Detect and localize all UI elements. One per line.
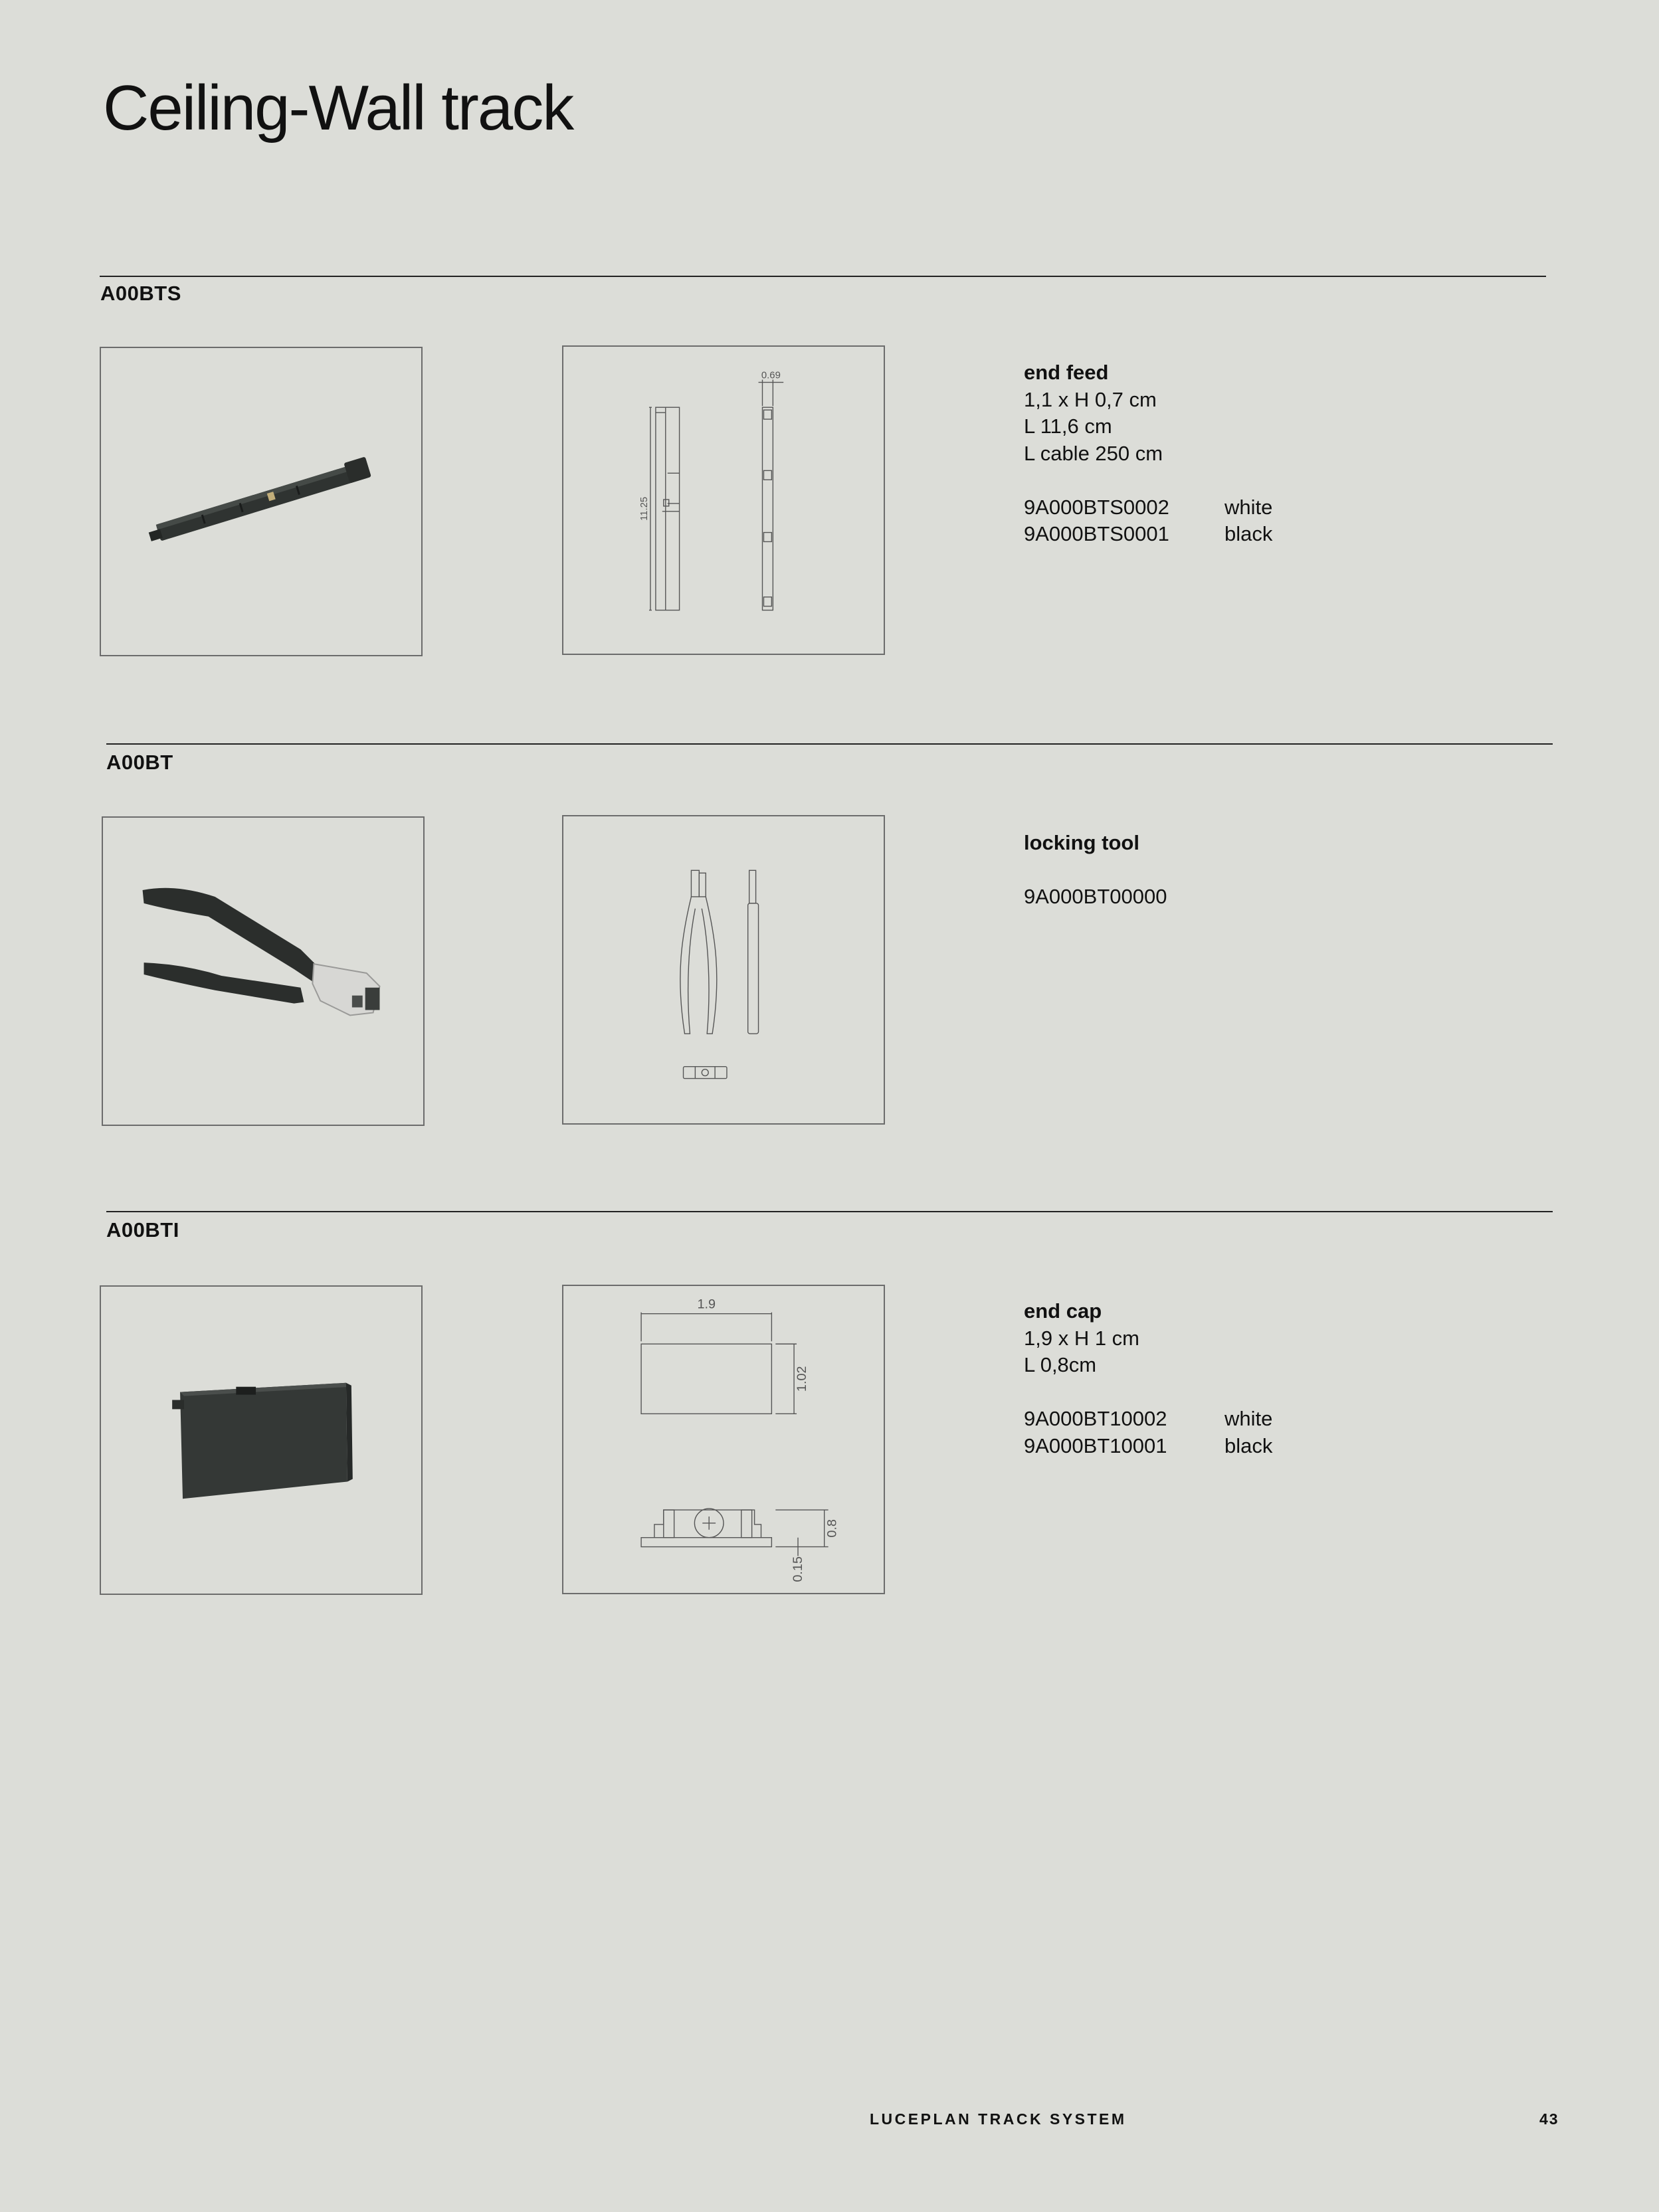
product-spec: L 11,6 cm xyxy=(1024,415,1112,438)
variant-sku: 9A000BT10002 xyxy=(1024,1407,1167,1430)
variant-row xyxy=(1024,1406,1272,1433)
product-spec: 1,1 x H 0,7 cm xyxy=(1024,387,1157,411)
dimension-label: 1.02 xyxy=(794,1366,809,1392)
section-divider xyxy=(106,1211,1553,1212)
variant-row xyxy=(1024,1433,1272,1460)
dimension-label: 1.9 xyxy=(697,1297,716,1312)
pliers-drawing-icon xyxy=(563,816,884,1123)
variant-sku: 9A000BT00000 xyxy=(1024,885,1167,908)
variant-sku: 9A000BTS0002 xyxy=(1024,495,1169,519)
variant-row xyxy=(1024,521,1272,548)
technical-drawing xyxy=(562,815,885,1125)
dimension-label: 0.15 xyxy=(790,1556,805,1582)
product-name: locking tool xyxy=(1024,831,1139,854)
product-info xyxy=(1024,830,1224,911)
page-number: 43 xyxy=(1539,2110,1559,2128)
end-cap-photo-icon xyxy=(101,1287,421,1594)
technical-drawing xyxy=(562,1285,885,1594)
variant-sku: 9A000BTS0001 xyxy=(1024,522,1169,545)
product-name: end feed xyxy=(1024,361,1109,384)
section-divider xyxy=(106,743,1553,745)
end-cap-drawing-icon xyxy=(563,1286,884,1593)
pliers-photo-icon xyxy=(103,818,423,1125)
product-photo xyxy=(100,1285,423,1595)
product-code: A00BTS xyxy=(100,282,181,305)
dimension-label: 0.69 xyxy=(761,370,781,381)
dimension-label: 0.8 xyxy=(825,1519,840,1538)
product-name: end cap xyxy=(1024,1299,1102,1323)
variant-color: black xyxy=(1224,1433,1273,1457)
variant-color: black xyxy=(1224,522,1273,545)
page-title: Ceiling-Wall track xyxy=(103,72,573,143)
product-code: A00BT xyxy=(106,751,173,774)
variant-row xyxy=(1024,494,1272,521)
variant-sku: 9A000BT10001 xyxy=(1024,1433,1167,1457)
dimension-label: 11.25 xyxy=(638,496,650,521)
product-photo xyxy=(102,816,425,1126)
product-info xyxy=(1024,1298,1272,1459)
product-code: A00BTI xyxy=(106,1218,179,1242)
product-spec: L 0,8cm xyxy=(1024,1353,1097,1376)
footer-title: LUCEPLAN TRACK SYSTEM xyxy=(870,2110,1127,2128)
variant-color: white xyxy=(1224,1407,1273,1430)
variant-color: white xyxy=(1224,495,1273,519)
product-spec: 1,9 x H 1 cm xyxy=(1024,1326,1139,1350)
variant-row xyxy=(1024,883,1224,911)
product-spec: L cable 250 cm xyxy=(1024,441,1163,465)
